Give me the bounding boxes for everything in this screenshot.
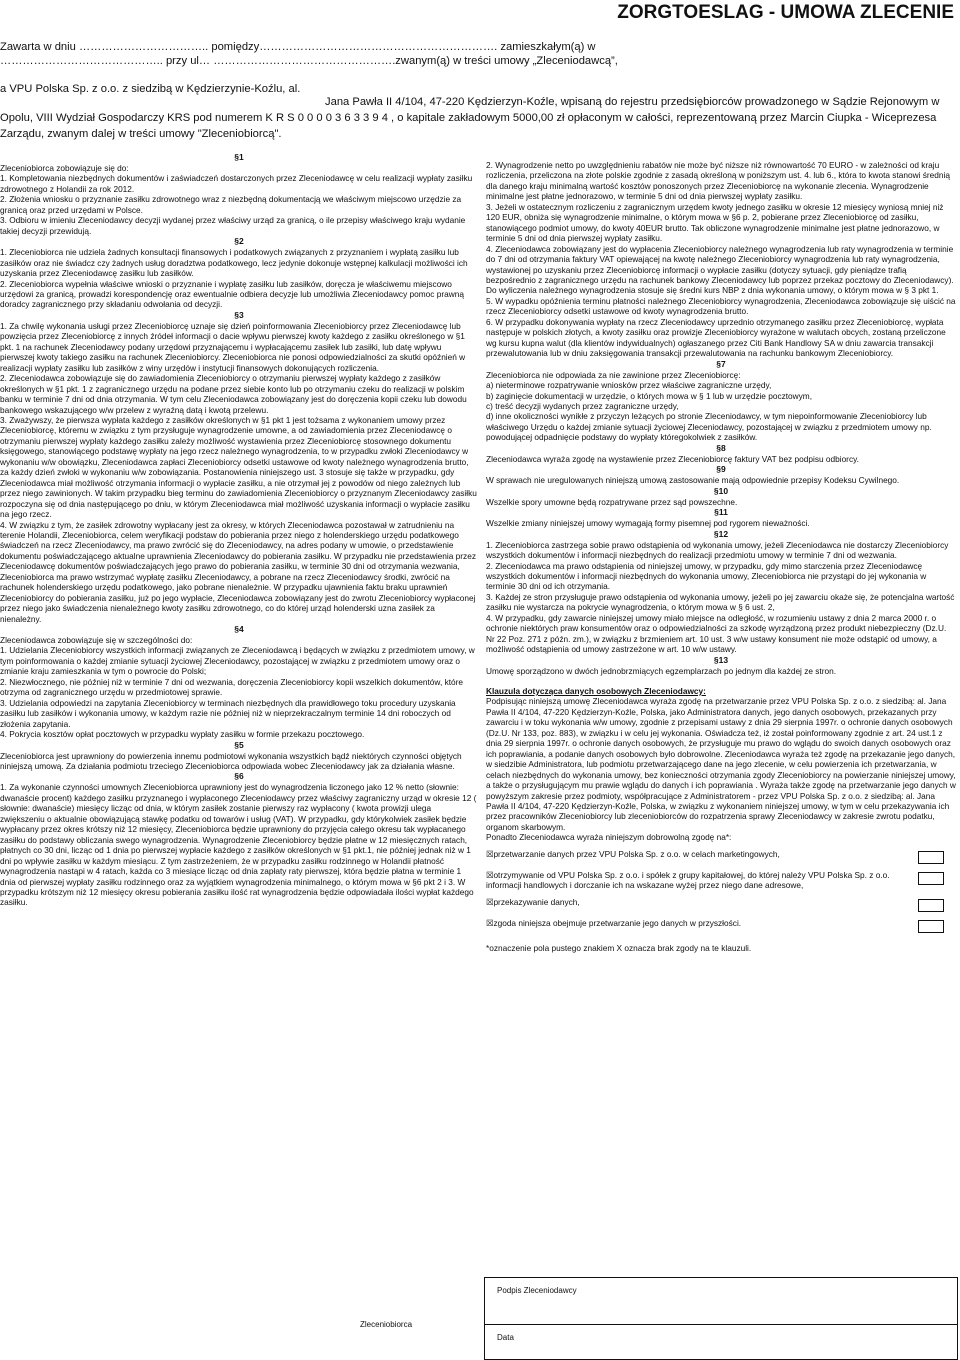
left-column (0, 152, 478, 908)
paragraph: 3. Udzielania odpowiedzi na zapytania Zleceniobiorcy w terminach niezbędnych dla prawidłowego toku procedury uzyskania zasiłku lub zasiłków i wykonania umowy, w każdym razie nie później niż w nieprzekraczalnym terminie 14 dni roboczych od złożenia zapytania. (0, 697, 456, 729)
paragraph: 1. Udzielania Zleceniobiorcy wszystkich informacji związanych ze Zleceniodawcą i będących w związku z przedmiotem umowy, w tym poinformowania o każdej zmianie sytuacji życiowej Zleceniodawcy, pozostającej w związku z przedmiotem umowy oraz o zmianie kraju zamieszkania w tym o powrocie do Polski; (0, 645, 475, 677)
right-column (486, 160, 956, 953)
consent-checkbox[interactable] (918, 872, 944, 885)
paragraph: W sprawach nie uregulowanych niniejszą umową zastosowanie mają odpowiednie przepisy Kodeksu Cywilnego. (486, 475, 900, 486)
signature-table (484, 1277, 958, 1360)
paragraph: Zleceniobiorca zobowiązuje się do: (0, 163, 129, 173)
paragraph: 3. Jeżeli w ostatecznym rozliczeniu z zagranicznym urzędem kwoty jednego zasiłku w okresie 12 miesięcy wyniosą mniej niż 120 EUR, obniża się wynagrodzenie minimalne, o którym mowa w §6 p. 2, pobierane przez Zleceniobiorcę od zasiłku, stanowiącego podmiot umowy, do kwoty 40EUR brutto. Tak obliczone wynagrodzenie minimalne jest płatne jednorazowo, w terminie 5 dni od dnia pierwszej wypłaty zasiłku. (486, 201, 944, 244)
paragraph: 4. Zleceniodawca zobowiązany jest do wypłacenia Zleceniobiorcy należnego wynagrodzenia lub raty wynagrodzenia w terminie do 7 dni od otrzymania faktury VAT opiewającej na kwotę należnego Zleceniobiorcy wynagrodzenia lub raty wynagrodzenia, wystawionej po uzyskaniu przez Zleceniobiorcę informacji o wypłacie zasiłku (dotyczy sytuacji, gdy pieniądze trafią bezpośrednio z zagranicznego urzędu na rachunek bankowy Zleceniodawcy lub poprzez przekaz pocztowy do Zleceniodawcy). Do wyliczenia należnego wynagrodzenia stosuje się średni kurs NBP z dnia wykonania umowy, o którym mowa w § 3 pkt 1. (486, 243, 954, 296)
paragraph: b) zaginięcie dokumentacji w urzędzie, o których mowa w § 1 lub w urzędzie pocztowym, (486, 390, 813, 401)
paragraph: 3. Każdej ze stron przysługuje prawo odstąpienia od wykonania umowy, jeżeli po jej zawarciu okaże się, że potencjalna wartość zasiłku nie wystarcza na pokrycie wynagrodzenia, o którym mowa w § 6 ust. 2, (486, 591, 955, 613)
section-heading: §6 (234, 771, 244, 782)
paragraph: 4. W przypadku, gdy zawarcie niniejszej umowy miało miejsce na odległość, w rozumieniu ustawy z dnia 2 marca 2000 r. o ochronie niektórych praw konsumentów oraz o odpowiedzialności za szkodę wyrządzoną przez produkt niebezpieczny (Dz.U. Nr 22 Poz. 271 z późn. zm.), w związku z brzmieniem art. 10 ust. 3 w/w ustawy konsument nie może odstąpić od umowy, a możliwość odstąpienia od umowy zastrzeżone w art. 10 w/w ustawy. (486, 612, 947, 655)
consent-item (486, 918, 956, 933)
paragraph: 2. Zleceniodawca zobowiązuje się do zawiadomienia Zleceniobiorcy o otrzymaniu pierwszej wypłaty każdego z zasiłków określonych w §1 pkt. 1 z zagranicznego urzędu na podane przez siebie konto lub po otrzymaniu czeku do realizacji w polskim banku w terminie 7 dni od dnia otrzymania. W tym celu Zleceniodawca zobowiązany jest do doręczenia kopii czeku lub dowodu bankowego wskazującego w/w przelew z wyraźną datą i kwotą przelewu. (0, 373, 467, 415)
paragraph: 2. Złożenia wniosku o przyznanie zasiłku zdrowotnego wraz z niezbędną dokumentacją we właściwym miejscowo urzędzie za granicą oraz przed urzędami w Polsce. (0, 194, 462, 215)
paragraph: 3. Zważywszy, że pierwsza wypłata każdego z zasiłków określonych w §1 pkt 1 jest tożsama z wykonaniem umowy przez Zleceniobiorcę, któremu w związku z tym przysługuje wynagrodzenie umowne, a od zawiadomienia przez Zleceniodawcę o otrzymaniu pierwszej wypłaty każdego zasiłku zależy możliwość wystawienia przez Zleceniobiorcę stosownego dokumentu księgowego, stanowiącego podstawę wypłaty na jego rzecz należnego wynagrodzenia, to w przypadku zwłoki Zleceniodawcy w wykonaniu w/w obowiązku, Zleceniodawca zapłaci Zleceniobiorcy odsetki ustawowe od kwoty należnego wynagrodzenia brutto, za każdy dzień zwłoki w wykonaniu w/w zobowiązania. Postanowienia niniejszego ust. 3 stosuje się także w przypadku, gdy Zleceniodawca miał możliwość otrzymania informacji o wypłacie zasiłku, a nie otrzymał jej z powodów od niego zależnych lub przez niego zawinionych. W takim przypadku bieg terminu do zawiadomienia Zleceniobiorcy o przyznanym Zleceniodawcy zasiłku rozpoczyna się od dnia następującego po dniu, w którym Zleceniodawca miał możliwość uzyskania informacji o wypłacie zasiłku na jego rzecz. (0, 414, 477, 520)
paragraph: 2. Niezwłocznego, nie później niż w terminie 7 dni od wezwania, doręczenia Zleceniobiorcy kopii wszelkich dokumentów, które otrzyma od zagranicznego urzędu w przedmiotowej sprawie. (0, 676, 464, 698)
paragraph: Umowę sporządzono w dwóch jednobrzmiących egzemplarzach po jednym dla każdej ze stron. (486, 665, 837, 676)
consent-text: ☒otrzymywanie od VPU Polska Sp. z o.o. i spółek z grupy kapitałowej, do której należy VPU Polska Sp. z o.o. informacji handlowych i dorczanie ich na wskazane wyżej przez niego dane adresowe, (486, 869, 890, 891)
right-column-body (486, 160, 956, 843)
paragraph: 1. Kompletowania niezbędnych dokumentów i zaświadczeń dostarczonych przez Zleceniodawcę w celu realizacji wypłaty zasiłku zdrowotnego z Holandii za rok 2012. (0, 173, 473, 194)
consent-item (486, 870, 956, 891)
document-title: ZORGTOESLAG - UMOWA ZLECENIE (617, 2, 954, 23)
paragraph: d) inne okoliczności wynikłe z przyczyn leżących po stronie Zleceniodawcy, w tym niepoinformowanie Zleceniobiorcy lub właściwego Urzędu o każdej zmianie sytuacji życiowej Zleceniodawcy, pozostającej w związku z przedmiotem umowy np. powodującej odpadnięcie podstawy do wypłaty któregokolwiek z zasiłków. (486, 411, 932, 443)
paragraph: Zleceniobiorca jest uprawniony do powierzenia innemu podmiotowi wykonania wszystkich bądź niektórych czynności objętych niniejszą umową. Za działania podmiotu trzeciego Zleceniobiorca odpowiada wobec Zleceniodawcy jak za działania własne. (0, 750, 462, 772)
section-heading: §12 (713, 528, 729, 539)
section-heading: §10 (713, 485, 729, 496)
consent-checkbox[interactable] (918, 920, 944, 933)
section-heading: §13 (713, 654, 729, 665)
section-heading: §8 (716, 442, 726, 453)
parties-line-1: Zawarta w dniu …………………………….. pomiędzy………………………………………………………. zamieszkałym(ą) w (0, 41, 596, 53)
clause-heading (486, 686, 956, 696)
section-heading: §5 (234, 739, 244, 750)
paragraph: 1. Zleceniobiorca zastrzega sobie prawo odstąpienia od wykonania umowy, jeżeli Zleceniodawca nie dostarczy Zleceniobiorcy wszystkich dokumentów i informacji niezbędnych do realizacji przedmiotu umowy w terminie 7 dni od wezwania. (486, 539, 949, 561)
paragraph: 4. Pokrycia kosztów opłat pocztowych w przypadku wypłaty zasiłku w formie przekazu pocztowego. (0, 729, 365, 740)
consent-item (486, 849, 956, 864)
section-heading: §9 (716, 464, 726, 475)
paragraph: Zleceniodawca zobowiązuje się w szczególności do: (0, 635, 193, 646)
contractor-details: Jana Pawła II 4/104, 47-220 Kędzierzyn-Koźle, wpisaną do rejestru przedsiębiorców prowadzonego w Sądzie Rejonowym w Opolu, VIII Wydział Gospodarczy KRS pod numerem K R S 0 0 0 0 3 6 3 3 9 4 , o kapitale zakładowym 5000,00 zł opłaconym w całości, reprezentowaną przez Marcin Ciupka - Wiceprezesa Zarządu, zwanym dalej w treści umowy "Zleceniobiorcą". (0, 96, 940, 140)
paragraph: c) treść decyzji wydanych przez zagraniczne urzędy, (486, 400, 679, 411)
paragraph: Podpisując niniejszą umowę Zleceniodawca wyraża zgodę na przetwarzanie przez VPU Polska Sp. z o.o. z siedzibą: al. Jana Pawła II 4/104, 47-220 Kędzierzyn-Koźle, Polska, jako Administratora danych, jego danych osobowych, przekazanych przy zawarciu i w toku wykonania w/w umowy, zgodnie z przepisami ustawy z dnia 29 sierpnia 1997r. o ochronie danych osobowych (Dz.U. Nr 133, poz. 883), w związku i w celu jej wykonania. Oświadcza też, iż został poinformowany zgodnie z art. 24 ust.1 z dnia 29 sierpnia 1997r. o ochronie danych osobowych, że przysługuje mu prawo do wglądu do swoich danych osobowych oraz ich poprawiania, a podanie danych osobowych było dobrowolne. Zleceniodawca wyraża też zgodę na przekazanie jego danych, w siedzibie Administratora, lub podmiotu przetwarzającego dane na jego zlecenie, w celu powierzenia ich przetwarzania, w celach niezbędnych do wykonania umowy, bez konieczności otrzymania zgody Zleceniobiorcy na powierzanie niniejszej umowy, a także o przysługującym mu prawie wglądu do danych i ich poprawiania . Wyraża także zgodę na przetwarzanie jego danych w powyższym zakresie przez podmioty, współpracujące z Administratorem - przez VPU Polska Sp. z o.o. z siedzibą: al. Jana Pawła II 4/104, 47-220 Kędzierzyn-Koźle, Polska, w związku z wykonaniem niniejszej umowy, w tym w celu przekazywania ich przez pracowników Zleceniobiorcy lub zleceniobiorców do rozpatrzenia sprawy Zleceniodawcy w zakresie zwrotu podatku, organom skarbowym. (486, 696, 956, 832)
parties-line-3: a VPU Polska Sp. z o.o. z siedzibą w Kędzierzynie-Koźlu, al. (0, 83, 301, 95)
contract-parties (0, 40, 955, 96)
clause-heading-text: Klauzula dotycząca danych osobowych Zleceniodawcy: (486, 686, 706, 697)
paragraph: 1. Zleceniobiorca nie udziela żadnych konsultacji finansowych i podatkowych związanych z przyznaniem i wypłatą zasiłku lub zasiłków oraz nie świadcz czy żadnych usług doradztwa podatkowego, lecz jedynie dokonuje wstępnej kalkulacji możliwości ich uzyskania przez Zleceniodawcę zasiłku lub zasiłków. (0, 247, 468, 279)
paragraph: Wszelkie zmiany niniejszej umowy wymagają formy pisemnej pod rygorem nieważności. (486, 518, 810, 529)
consent-note: *oznaczenie pola pustego znakiem X oznacza brak zgody na te klauzuli. (486, 942, 752, 953)
paragraph: Zleceniobiorca nie odpowiada za nie zawinione przez Zleceniobiorcę: (486, 369, 741, 380)
client-signature-label: Podpis Zleceniodawcy (497, 1286, 577, 1295)
consent-text: ☒przetwarzanie danych przez VPU Polska Sp. z o.o. w celach marketingowych, (486, 848, 780, 859)
consent-checkbox[interactable] (918, 899, 944, 912)
section-heading: §3 (234, 309, 244, 320)
paragraph: 5. W wypadku opóźnienia terminu płatności należnego Zleceniobiorcy wynagrodzenia, Zleceniodawca zobowiązuje się uiścić na rzecz Zleceniobiorcy odsetki ustawowe od kwoty wynagrodzenia brutto. (486, 295, 956, 317)
parties-line-2: …………………………………….. przy ul… ………………………………………….zwanym(ą) w treści umowy „Zleceniodawcą”, (0, 55, 618, 67)
paragraph: 2. Zleceniodawca ma prawo odstąpienia od niniejszej umowy, w przypadku, gdy mimo starczenia przez Zleceniodawcę wszystkich dokumentów i informacji niezbędnych do wykonania umowy, Zleceniobiorca nie przystąpi do jej wykonania w terminie 30 dni od ich otrzymania. (486, 560, 927, 592)
consent-text: ☒przekazywanie danych, (486, 896, 580, 907)
consent-list (486, 849, 956, 933)
consent-checkbox[interactable] (918, 851, 944, 864)
client-signature-field[interactable] (485, 1278, 958, 1325)
consent-item (486, 897, 956, 912)
consent-text: ☒zgoda niniejsza obejmuje przetwarzanie jego danych w przyszłości. (486, 917, 742, 928)
section-heading: §2 (234, 236, 244, 247)
paragraph: 2. Zleceniobiorca wypełnia właściwe wnioski o przyznanie i wypłatę zasiłku lub zasiłków, doręcza je właściwemu miejscowo urzędowi za granicą, prowadzi korespondencję oraz ewentualnie odbiera decyzje lub umożliwia Zleceniodawcy pomoc prawną doradcy zagranicznego przy składaniu odwołania od decyzji. (0, 278, 464, 310)
paragraph: 3. Odbioru w imieniu Zleceniodawcy decyzji wydanej przez właściwy urząd za granicą, o ile przepisy właściwego kraju wydanie takiej decyzji przewidują. (0, 215, 466, 236)
paragraph: Zleceniodawca wyraża zgodę na wystawienie przez Zleceniobiorcę faktury VAT bez podpisu odbiorcy. (486, 453, 859, 464)
paragraph: 4. W związku z tym, że zasiłek zdrowotny wypłacany jest za okresy, w których Zleceniodawca pozostawał w zatrudnieniu na terenie Holandii, Zleceniobiorca, celem weryfikacji podstaw do pobierania przez niego z holenderskiego urzędu podatkowego świadczeń na rzecz Zleceniodawcy, ma prawo zwrócić się do Zleceniodawcy, na adres podany w umowie, o przedstawienie dokumentu poświadczającego aktualne uprawnienia Zleceniodawcy do pobierania zasiłku. W przypadku nie przedstawienia przez Zleceniodawcę dokumentów poświadczających jego prawo do pobierania zasiłku, w terminie 30 dni od otrzymania wezwania, Zleceniobiorca ma prawo wstrzymać wypłatę zasiłku Zleceniodawcy, a pobrane na rzecz Zleceniodawcy środki, zwrócić na rachunek holenderskiego urzędu podatkowego, jako pobrane nienależnie. W przypadku ujawnienia faktu braku uprawnień Zleceniobiorcy do pobierania zasiłku, już po jego wypłacie, Zleceniodawca zobowiązany jest do zwrotu Zleceniobiorcy wypłaconej przez niego jako świadczenia nienależnego kwoty zasiłku zdrowotnego, co do której urząd holenderski uzna zasiłek za nienależny. (0, 519, 476, 624)
section-heading: §7 (716, 358, 726, 369)
paragraph: a) nieterminowe rozpatrywanie wniosków przez właściwe zagraniczne urzędy, (486, 380, 772, 391)
paragraph: Ponadto Zleceniodawca wyraża niniejszym dobrowolną zgodę na*: (486, 832, 732, 843)
paragraph: 2. Wynagrodzenie netto po uwzględnieniu rabatów nie może być niższe niż równowartość 70 EURO - w zależności od kraju rozliczenia, przeliczona na złote polskie zgodnie z zasadą określoną w poniższym ust. 4. lub 6., która to kwota stanowi średnią dla danego kraju minimalną wartość kosztów ponoszonych przez Zleceniobiorcę na wykonanie zlecenia. Wynagrodzenie minimalne jest płatne jednorazowo, w terminie 5 dni od dnia pierwszej wypłaty zasiłku. (486, 160, 950, 202)
date-field[interactable] (485, 1325, 958, 1360)
paragraph: 1. Za wykonanie czynności umownych Zleceniobiorca uprawniony jest do wynagrodzenia liczonego jako 12 % netto (słownie: dwanaście procent) każdego zasiłku przyznanego i wypłaconego Zleceniodawcy przez właściwy zagraniczny urząd w okresie 12 ( słownie: dwanaście) miesięcy licząc od dnia, w którym zasiłek zostanie pierwszy raz wypłacony ( kwota prowizji ulega zwiększeniu o aktualnie obowiązującą stawkę podatku od towarów i usług (VAT). W przypadku, gdy którykolwiek zasiłek będzie wypłacany przez okres krótszy niż 12 miesięcy, Zleceniobiorca będzie uprawniony do przyjęcia całego okresu tak wypłacanego zasiłku do podstawy obliczania swego wynagrodzenia. Wynagrodzenie Zleceniobiorcy będzie płatne w 12 miesięcznych ratach, płatnych co 30 dni, licząc od 1 dnia po pierwszej wypłacie każdego z zasiłków określonych w §1 pkt.1, nie później jednak niż w 1 dni po wpływie zasiłku w każdym miesiącu. Z tym zastrzeżeniem, że w przypadku zasiłku rodzinnego w Holandii płatność wynagrodzenia nastąpi w 4 ratach, każda co 3 miesiące licząc od dnia zapłaty raty pierwszej, która będzie płatna w terminie 1 dnia od pierwszej wypłaty zasiłku rodzinnego oraz za wyjątkiem wynagrodzenia minimalnego, o którym mowa w §6 pkt 2 i 3. W przypadku krótszym niż 12 miesięcy okresu pobierania zasiłku ilość rat wynagrodzenia będzie odpowiadała ilości wypłat każdego zasiłku. (0, 782, 477, 908)
paragraph: 1. Za chwilę wykonania usługi przez Zleceniobiorcę uznaje się dzień poinformowania Zleceniobiorcy przez Zleceniodawcę lub powzięcia przez Zleceniobiorcę z innych źródeł informacji o dacie wpływu pierwszej kwoty każdego z zasiłku określonego w §1 pkt. 1 na rachunek Zleceniodawcy podany urzędowi przyznającemu i wypłacającemu zasiłek lub zasiłki, lub datę wpływu pierwszej kwoty takiego zasiłku na rachunek Zleceniobiorcy. Zleceniobiorca nie ponosi odpowiedzialności za skutki opóźnień w realizacji wypłaty zasiłku lub zasiłków z winy urzędów i instytucji finansowych dokonujących rozliczenia. (0, 320, 466, 373)
date-label: Data (497, 1333, 514, 1342)
section-heading: §1 (234, 152, 244, 162)
paragraph: Wszelkie spory umowne będą rozpatrywane przez sąd powszechne. (486, 496, 738, 507)
section-heading: §4 (234, 624, 244, 635)
section-heading: §11 (714, 507, 728, 518)
paragraph: 6. W przypadku dokonywania wypłaty na rzecz Zleceniodawcy uprzednio otrzymanego zasiłku przez Zleceniobiorcę, wypłata następuje w polskich złotych, a kwoty zasiłku oraz prowizje Zleceniobiorcy wyrażone w walutach obcych, zostaną przeliczone wg kursu kupna walut (dla klientów indywidualnych) ogłaszanego przez Citi Bank Handlowy SA w dniu zawarcia transakcji przewalutowania lub w dniu zaksięgowania transakcji przewalutowania na rachunku bankowym Zleceniobiorcy. (486, 316, 946, 359)
contractor-signature-label: Zleceniobiorca (360, 1320, 413, 1329)
